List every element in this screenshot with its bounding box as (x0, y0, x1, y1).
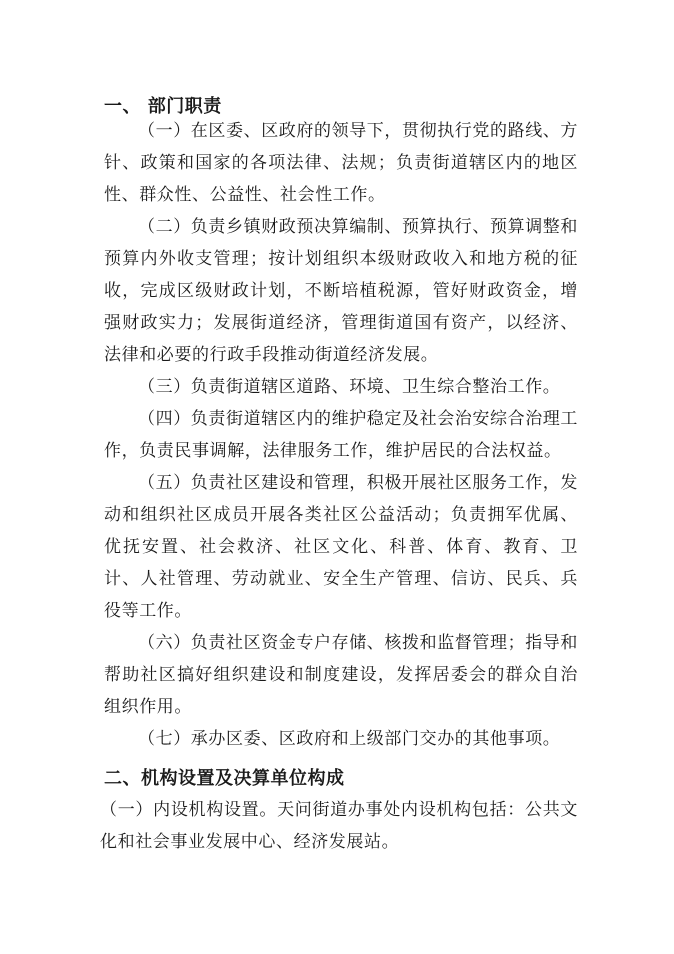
section-heading-organization: 二、机构设置及决算单位构成 (104, 768, 345, 789)
duty-paragraph-3: （三）负责街道辖区道路、环境、卫生综合整治工作。 (138, 377, 561, 397)
duty-paragraph-7: （七）承办区委、区政府和上级部门交办的其他事项。 (138, 729, 561, 749)
organization-paragraph-1: （一）内设机构设置。天问街道办事处内设机构包括：公共文化和社会事业发展中心、经济发展站。 (100, 800, 578, 852)
duty-paragraph-5: （五）负责社区建设和管理，积极开展社区服务工作，发动和组织社区成员开展各类社区公益活动；负责拥军优属、优抚安置、社会救济、社区文化、科普、体育、教育、卫计、人社管理、劳动就业、安全生产管理、信访、民兵、兵役等工作。 (104, 473, 578, 621)
duty-paragraph-1: （一）在区委、区政府的领导下，贯彻执行党的路线、方针、政策和国家的各项法律、法规；负责街道辖区内的地区性、群众性、公益性、社会性工作。 (104, 121, 578, 205)
section-heading-department-duties: 一、 部门职责 (104, 96, 222, 117)
duty-paragraph-2: （二）负责乡镇财政预决算编制、预算执行、预算调整和预算内外收支管理；按计划组织本级财政收入和地方税的征收，完成区级财政计划，不断培植税源，管好财政资金，增强财政实力；发展街道经济，管理街道国有资产，以经济、法律和必要的行政手段推动街道经济发展。 (104, 217, 578, 365)
duty-paragraph-6: （六）负责社区资金专户存储、核拨和监督管理；指导和帮助社区搞好组织建设和制度建设，发挥居委会的群众自治组织作用。 (104, 633, 578, 717)
duty-paragraph-4: （四）负责街道辖区内的维护稳定及社会治安综合治理工作，负责民事调解，法律服务工作，维护居民的合法权益。 (104, 409, 578, 461)
